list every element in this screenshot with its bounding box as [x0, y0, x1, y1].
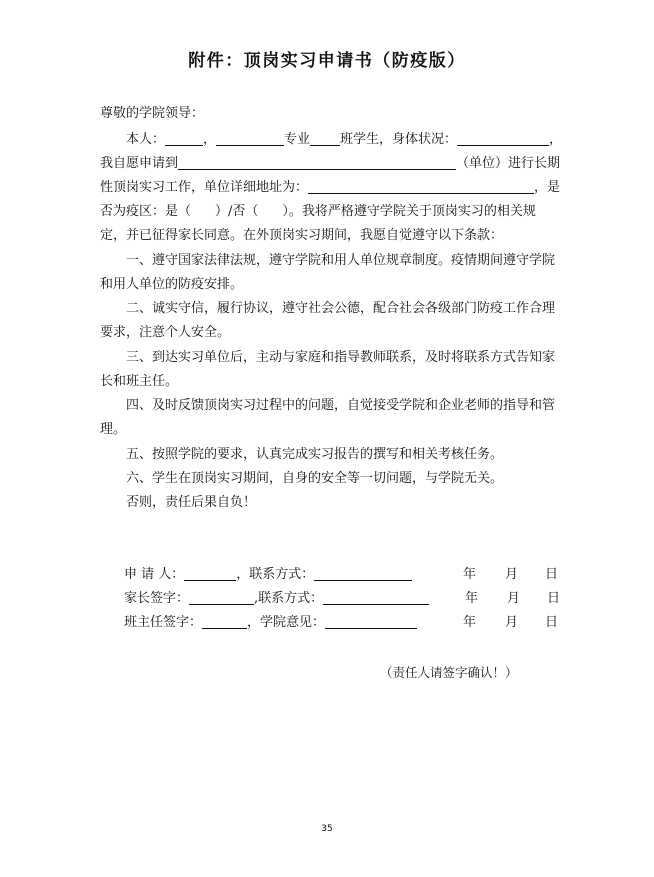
clause-5: 五、按照学院的要求，认真完成实习报告的撰写和相关考核任务。 [126, 447, 504, 462]
head-teacher-month: 月 [505, 615, 519, 630]
form-line-4: 否为疫区：是（ ）/否（ ）。我将严格遵守学院关于顶岗实习的相关规 [100, 204, 536, 219]
applicant-signature-row: 申 请 人： ，联系方式： [124, 567, 412, 583]
head-teacher-signature-row: 班主任签字： ，学院意见： [124, 615, 417, 631]
form-line-3: 性顶岗实习工作，单位详细地址为： ，是 [100, 180, 561, 195]
major-blank[interactable] [216, 132, 284, 146]
parent-signature-blank[interactable] [189, 591, 254, 605]
class-blank[interactable] [310, 132, 340, 146]
applicant-day: 日 [545, 567, 559, 582]
clause-1-line-2: 和用人单位的防疫安排。 [100, 277, 244, 292]
form-line-5: 定，并已征得家长同意。在外顶岗实习期间，我愿自觉遵守以下条款： [100, 228, 504, 243]
name-blank[interactable] [165, 132, 203, 146]
health-status-blank[interactable] [457, 132, 549, 146]
form-line-2: 我自愿申请到 （单位）进行长期 [100, 156, 561, 171]
head-teacher-signature-blank[interactable] [202, 615, 247, 629]
parent-signature-row: 家长签字： ,联系方式： [124, 591, 429, 607]
applicant-contact-blank[interactable] [314, 567, 412, 581]
address-blank[interactable] [308, 180, 534, 194]
clause-6: 六、学生在顶岗实习期间，自身的安全等一切问题，与学院无关。 [126, 471, 504, 486]
form-line-1: 本人： ， 专业 班学生，身体状况： ， [126, 132, 563, 147]
parent-day: 日 [547, 591, 561, 606]
head-teacher-day: 日 [545, 615, 559, 630]
clause-4-line-1: 四、及时反馈顶岗实习过程中的问题，自觉接受学院和企业老师的指导和管 [126, 398, 556, 413]
clause-2-line-2: 要求，注意个人安全。 [100, 325, 231, 340]
applicant-year: 年 [463, 567, 477, 582]
clause-3-line-1: 三、到达实习单位后，主动与家庭和指导教师联系，及时将联系方式告知家 [126, 350, 556, 365]
applicant-month: 月 [505, 567, 519, 582]
parent-year: 年 [465, 591, 479, 606]
clause-1-line-1: 一、遵守国家法律法规，遵守学院和用人单位规章制度。疫情期间遵守学院 [126, 253, 556, 268]
confirm-note: （责任人请签字确认！） [380, 665, 518, 680]
clause-2-line-1: 二、诚实守信，履行协议，遵守社会公德，配合社会各级部门防疫工作合理 [126, 301, 556, 316]
closing-statement: 否则，责任后果自负！ [126, 495, 257, 510]
head-teacher-year: 年 [463, 615, 477, 630]
clause-3-line-2: 长和班主任。 [100, 374, 179, 389]
unit-blank[interactable] [178, 156, 456, 170]
college-opinion-blank[interactable] [325, 615, 417, 629]
page-number: 35 [321, 824, 333, 834]
page-title: 附件：顶岗实习申请书（防疫版） [188, 51, 466, 71]
parent-contact-blank[interactable] [323, 591, 429, 605]
salutation: 尊敬的学院领导： [100, 106, 205, 121]
parent-month: 月 [507, 591, 521, 606]
clause-4-line-2: 理。 [100, 422, 127, 437]
applicant-signature-blank[interactable] [184, 567, 236, 581]
